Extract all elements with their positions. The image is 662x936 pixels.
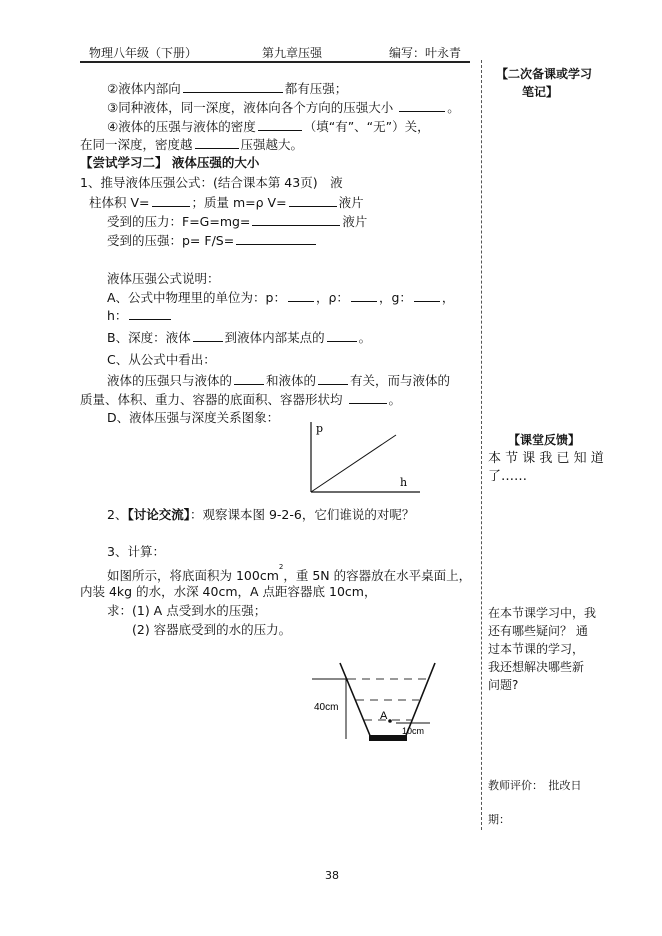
item-4: ④液体的压强与液体的密度 （填“有”、“无”）关， bbox=[107, 119, 430, 134]
container-figure bbox=[312, 660, 444, 746]
blank[interactable] bbox=[252, 214, 340, 226]
blank[interactable] bbox=[129, 308, 171, 320]
question-line1: 在本节课学习中，我 bbox=[488, 606, 597, 620]
question-line5: 问题? bbox=[488, 678, 519, 692]
q1-pressure: 受到的压强：p= F/S= bbox=[107, 233, 318, 248]
q1-title: 1、推导液体压强公式：(结合课本第 43页) 液 bbox=[80, 175, 343, 190]
blank[interactable] bbox=[289, 195, 337, 207]
blank[interactable] bbox=[327, 330, 357, 342]
blank[interactable] bbox=[195, 137, 239, 149]
item-2: ②液体内部向 都有压强； bbox=[107, 81, 348, 96]
sidebar-title-2: 笔记】 bbox=[522, 85, 559, 99]
from-formula-line2: 质量、体积、重力、容器的底面积、容器形状均 。 bbox=[80, 392, 402, 407]
graph-label: D、液体压强与深度关系图象： bbox=[107, 410, 280, 425]
point-a bbox=[388, 719, 392, 723]
header-right: 编写：叶永青 bbox=[389, 46, 462, 60]
page-number: 38 bbox=[325, 869, 339, 882]
from-formula-line1: 液体的压强只与液体的 和液体的 有关，而与液体的 bbox=[107, 373, 451, 388]
y-axis-label: p bbox=[316, 422, 324, 435]
blank[interactable] bbox=[193, 330, 223, 342]
sidebar-title: 【二次备课或学习 bbox=[496, 67, 593, 81]
pressure-line bbox=[311, 435, 396, 492]
from-formula: C、从公式中看出： bbox=[107, 352, 216, 367]
header-center: 第九章压强 bbox=[262, 46, 323, 60]
blank[interactable] bbox=[288, 290, 314, 302]
calc-line2: 内装 4kg 的水，水深 40cm，A 点距容器底 10cm， bbox=[80, 584, 377, 599]
blank[interactable] bbox=[236, 233, 316, 245]
blank[interactable] bbox=[399, 100, 445, 112]
teacher-eval-line2: 期： bbox=[488, 813, 510, 826]
units-h-line: h： bbox=[107, 308, 173, 323]
blank[interactable] bbox=[234, 373, 264, 385]
blank[interactable] bbox=[414, 290, 440, 302]
x-axis-label: h bbox=[400, 476, 408, 489]
calc-line1: 如图所示，将底面积为 $100cm^2$，重 5N 的容器放在水平桌面上， bbox=[107, 563, 472, 584]
header-rule bbox=[80, 61, 470, 63]
formula-title: 液体压强公式说明： bbox=[107, 271, 220, 286]
depth-line: B、深度：液体 到液体内部某点的 。 bbox=[107, 330, 372, 345]
superscript: 2 bbox=[278, 563, 284, 571]
blank[interactable] bbox=[183, 81, 283, 93]
q1-volume: 柱体积 V= ；质量 m=ρ V= 液片 bbox=[89, 195, 364, 210]
calc-question-1: 求：(1) A 点受到水的压强； bbox=[107, 603, 267, 618]
feedback-title: 【课堂反馈】 bbox=[508, 433, 581, 447]
q2: 2、【讨论交流】：观察课本图 9-2-6，它们谁说的对呢？ bbox=[107, 507, 415, 522]
calc-question-2: (2) 容器底受到的水的压力。 bbox=[132, 622, 292, 637]
question-line2: 还有哪些疑问？ 通 bbox=[488, 624, 588, 638]
units-line: A、公式中物理里的单位为：p： ，ρ： ，g： ， bbox=[107, 290, 455, 305]
teacher-eval: 教师评价： 批改日 bbox=[488, 779, 582, 792]
blank[interactable] bbox=[258, 119, 302, 131]
blank[interactable] bbox=[318, 373, 348, 385]
item-4-line2: 在同一深度，密度越 压强越大。 bbox=[80, 137, 304, 152]
section-title: 【尝试学习二】 液体压强的大小 bbox=[80, 155, 260, 170]
depth-label: 40cm bbox=[314, 702, 339, 713]
feedback-line2: 了…… bbox=[488, 469, 528, 484]
q1-force: 受到的压力：F=G=mg= 液片 bbox=[107, 214, 368, 229]
blank[interactable] bbox=[349, 392, 387, 404]
point-a-label: A bbox=[380, 710, 388, 722]
item-3: ③同种液体，同一深度，液体向各个方向的压强大小 。 bbox=[107, 100, 460, 115]
feedback-line1: 本 节 课 我 已 知 道 bbox=[488, 451, 604, 466]
pressure-depth-graph bbox=[300, 416, 425, 498]
blank[interactable] bbox=[351, 290, 377, 302]
column-divider bbox=[481, 60, 482, 830]
question-line4: 我还想解决哪些新 bbox=[488, 660, 585, 674]
q3: 3、计算： bbox=[107, 544, 165, 559]
blank[interactable] bbox=[152, 195, 190, 207]
question-line3: 过本节课的学习， bbox=[488, 642, 585, 656]
header-left: 物理八年级（下册） bbox=[89, 46, 198, 60]
height-label: 10cm bbox=[402, 726, 425, 736]
